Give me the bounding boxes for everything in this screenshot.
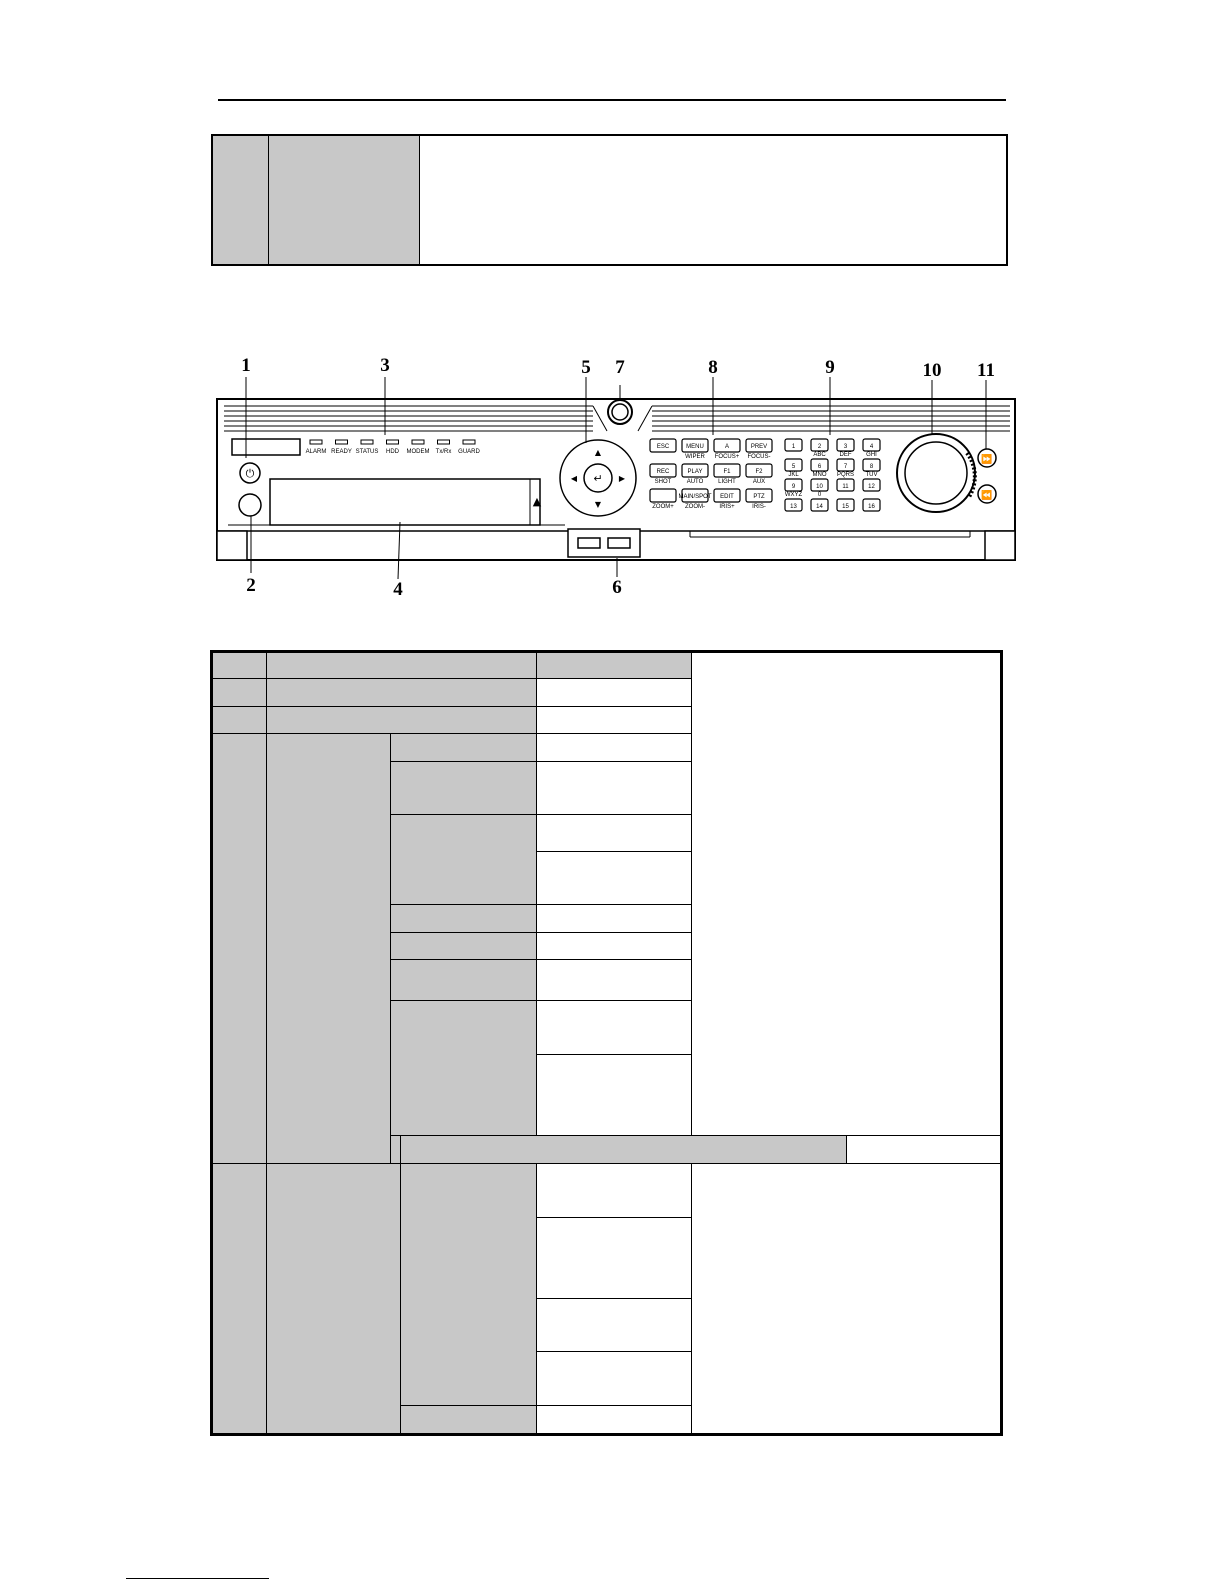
svg-text:◀: ◀ (570, 474, 578, 483)
svg-text:▲: ▲ (532, 495, 542, 508)
front-panel-figure (210, 355, 1025, 610)
footnote-rule (126, 1578, 269, 1579)
svg-text:▲: ▲ (594, 448, 602, 457)
callout-9: 9 (825, 357, 835, 378)
table-cell (419, 135, 1007, 265)
led-label: STATUS (355, 449, 379, 455)
numeric-key-sublabel: ABC (813, 452, 826, 458)
continued-table (211, 134, 1008, 266)
numeric-key-label: 12 (868, 484, 875, 490)
function-key-sublabel: IRIS+ (719, 504, 735, 510)
led-label: HDD (386, 449, 399, 455)
function-key-sublabel: FOCUS- (747, 454, 771, 460)
front-panel-drawing (210, 355, 1025, 610)
function-key-label: MAIN/SPOT (678, 494, 712, 500)
numeric-key-label: 6 (817, 464, 822, 470)
led-indicator (310, 440, 322, 444)
function-key-label: EDIT (720, 494, 734, 500)
callout-5: 5 (581, 357, 591, 378)
numeric-key-label: 10 (816, 484, 823, 490)
function-key-sublabel: FOCUS+ (714, 454, 740, 460)
numeric-key-label: 7 (843, 464, 848, 470)
function-key-sublabel: AUX (752, 479, 766, 485)
function-key-sublabel: SHOT (654, 479, 672, 485)
table-cell (537, 679, 692, 706)
function-key[interactable] (650, 489, 676, 502)
callout-1: 1 (241, 355, 251, 376)
numeric-key-label: 14 (816, 504, 823, 510)
svg-text:⏪: ⏪ (981, 491, 993, 501)
numeric-key-sublabel: MNO (812, 472, 827, 478)
callout-7: 7 (615, 357, 625, 378)
svg-text:▶: ▶ (618, 474, 626, 483)
numeric-key-sublabel: PQRS (836, 472, 855, 478)
table-cell (537, 706, 692, 733)
numeric-key-label: 13 (790, 504, 797, 510)
table-header-cell (537, 652, 692, 679)
led-label: READY (331, 449, 352, 455)
function-key-label: PREV (750, 444, 768, 450)
led-label: GUARD (458, 449, 480, 455)
callout-4: 4 (393, 579, 403, 600)
function-key-label: ESC (656, 444, 670, 450)
numeric-key-sublabel: 0 (817, 492, 822, 498)
table-cell (268, 135, 419, 265)
function-key-label: MENU (686, 444, 704, 450)
numeric-key-label: 9 (791, 484, 796, 490)
numeric-key-label: 11 (842, 484, 849, 490)
function-key-label: A (724, 444, 730, 450)
function-key-sublabel: AUTO (686, 479, 704, 485)
function-key-label: PLAY (687, 469, 703, 475)
callout-3: 3 (380, 355, 390, 376)
function-key-label: F2 (755, 469, 763, 475)
numeric-key-sublabel: JKL (788, 472, 799, 478)
svg-text:↵: ↵ (593, 472, 603, 485)
function-key-label: F1 (723, 469, 731, 475)
function-key-sublabel: LIGHT (718, 479, 736, 485)
callout-11: 11 (977, 360, 995, 381)
numeric-key-label: 8 (869, 464, 874, 470)
numeric-key-sublabel: DEF (839, 452, 852, 458)
numeric-key-label: 2 (817, 444, 822, 450)
numeric-key-label: 16 (868, 504, 875, 510)
led-indicator (438, 440, 450, 444)
numeric-key-sublabel: GHI (866, 452, 877, 458)
function-key-sublabel: ZOOM- (685, 504, 705, 510)
callout-8: 8 (708, 357, 718, 378)
panel-description-table (210, 650, 1003, 1436)
function-key-sublabel: IRIS- (752, 504, 766, 510)
numeric-key-label: 15 (842, 504, 849, 510)
led-label: ALARM (305, 449, 327, 455)
numeric-key-sublabel: WXYZ (784, 492, 803, 498)
led-label: Tx/Rx (435, 449, 452, 455)
callout-2: 2 (246, 575, 256, 596)
table-cell (212, 135, 268, 265)
svg-text:⏻: ⏻ (245, 467, 255, 480)
numeric-key-label: 5 (791, 464, 796, 470)
led-indicator (387, 440, 399, 444)
svg-text:▼: ▼ (594, 500, 602, 509)
callout-6: 6 (612, 577, 622, 598)
numeric-key-label: 4 (869, 444, 874, 450)
function-key-sublabel: ZOOM+ (652, 504, 674, 510)
function-key-label: REC (656, 469, 670, 475)
numeric-key-sublabel: TUV (865, 472, 878, 478)
numeric-key-label: 3 (843, 444, 848, 450)
led-indicator (361, 440, 373, 444)
function-key-label: PTZ (753, 494, 765, 500)
led-label: MODEM (406, 449, 430, 455)
function-key-sublabel: WIPER (685, 454, 705, 460)
led-indicator (463, 440, 475, 444)
callout-10: 10 (922, 360, 942, 381)
numeric-key-label: 1 (791, 444, 796, 450)
svg-text:⏩: ⏩ (981, 455, 993, 465)
header-rule (218, 99, 1006, 101)
led-indicator (412, 440, 424, 444)
led-indicator (336, 440, 348, 444)
